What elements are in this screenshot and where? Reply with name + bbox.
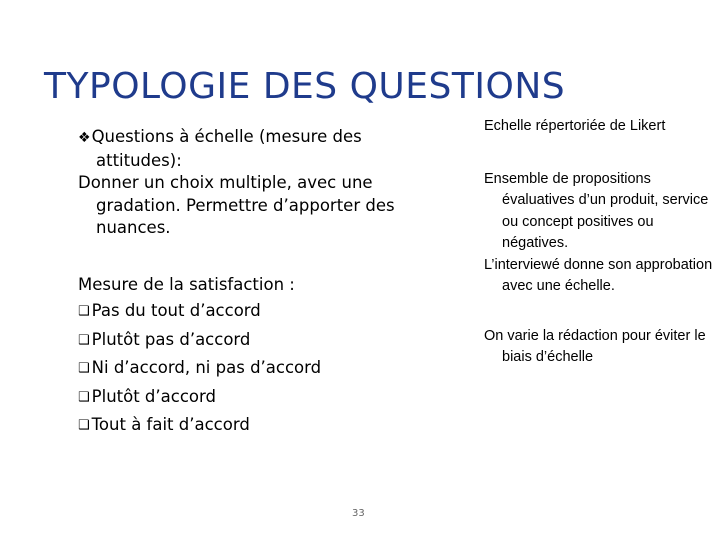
left-column xyxy=(78,126,408,441)
scale-item-4: Plutôt d’accord xyxy=(91,386,216,406)
page-number: 33 xyxy=(352,508,365,519)
list-item xyxy=(78,327,408,356)
square-bullet-icon: ❑ xyxy=(78,361,90,376)
square-bullet-icon: ❑ xyxy=(78,332,90,348)
likert-description-3: On varie la rédaction pour éviter le biais d’échelle xyxy=(484,327,706,365)
intro-line-1: Questions à échelle (mesure des attitudes): xyxy=(91,127,362,170)
list-item xyxy=(78,355,408,384)
slide-title: TYPOLOGIE DES QUESTIONS xyxy=(44,66,566,107)
scale-item-2: Plutôt pas d’accord xyxy=(91,329,251,349)
scale-item-5: Tout à fait d’accord xyxy=(91,415,250,434)
square-bullet-icon: ❑ xyxy=(78,418,90,433)
right-column xyxy=(484,116,714,369)
scale-item-3: Ni d’accord, ni pas d’accord xyxy=(91,358,322,377)
list-item xyxy=(78,298,408,327)
diamond-bullet-icon: ❖ xyxy=(78,130,91,146)
square-bullet-icon: ❑ xyxy=(78,304,90,319)
intro-bullet xyxy=(78,126,408,172)
intro-line-2: Donner un choix multiple, avec une gradation. Permettre d’apporter des nuances. xyxy=(78,173,395,237)
likert-description-2: L’interviewé donne son approbation avec une échelle. xyxy=(484,256,713,294)
list-item xyxy=(78,384,408,413)
list-item xyxy=(78,412,408,441)
likert-heading: Echelle répertoriée de Likert xyxy=(484,118,666,134)
square-bullet-icon: ❑ xyxy=(78,389,90,405)
scale-heading: Mesure de la satisfaction : xyxy=(78,274,295,294)
likert-description-1: Ensemble de propositions évaluatives d’un produit, service ou concept positives ou négatives. xyxy=(484,170,709,251)
scale-item-1: Pas du tout d’accord xyxy=(91,301,261,320)
